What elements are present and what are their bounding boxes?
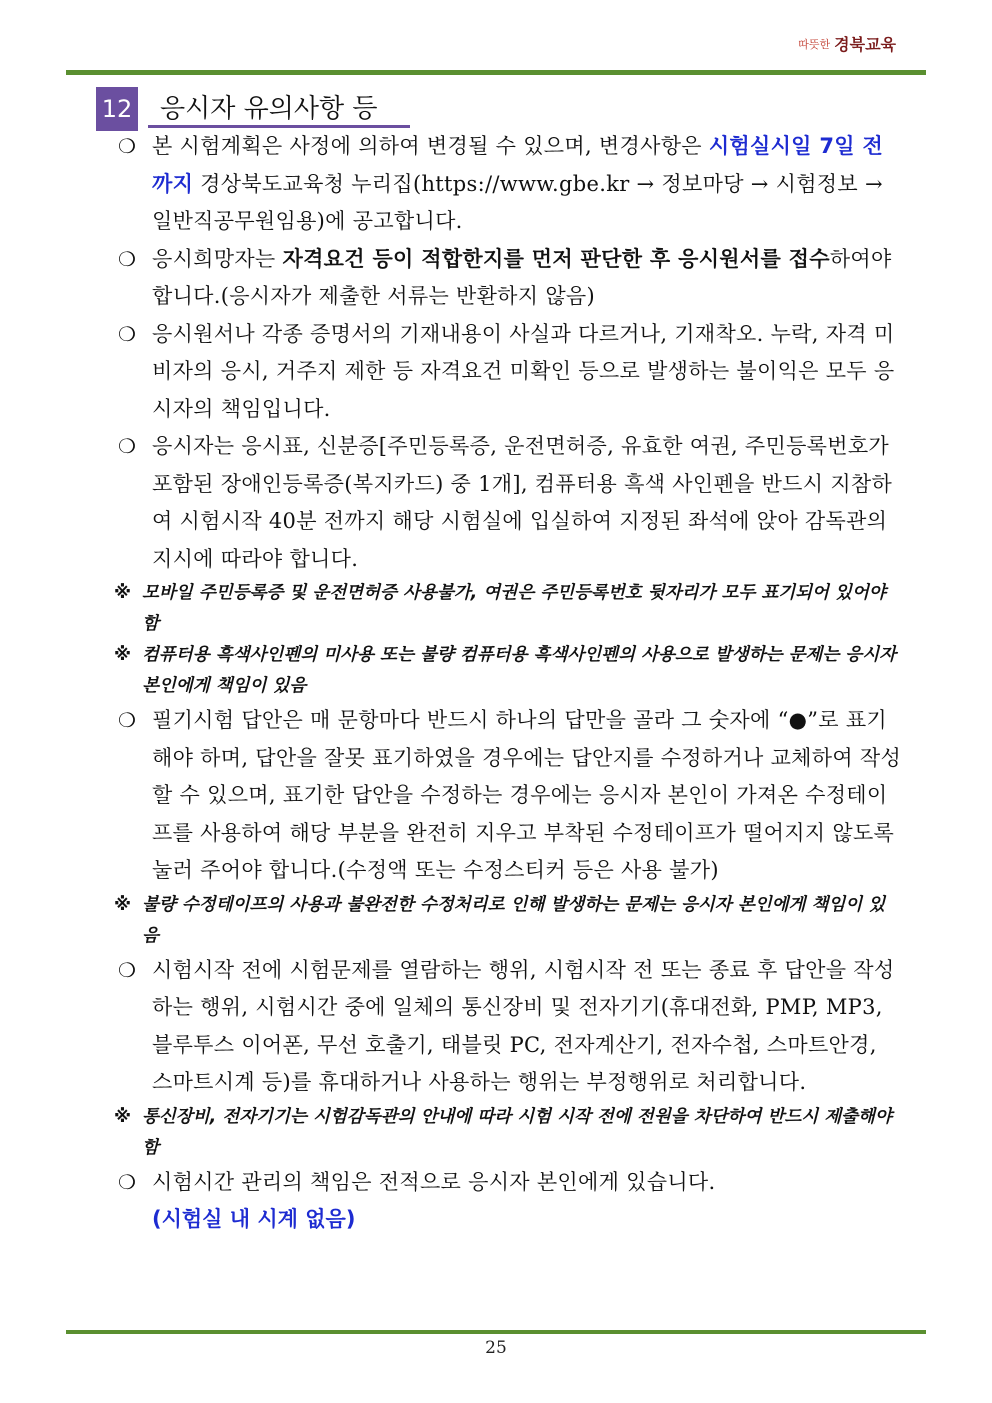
item-text: 응시희망자는	[152, 246, 283, 271]
bottom-divider	[66, 1330, 926, 1334]
item-text: 하여야 합니다.(응시자가 제출한 서류는 반환하지 않음)	[152, 246, 892, 308]
item-emphasis: 자격요건 등이 적합한지를 먼저 판단한 후 응시원서를 접수	[282, 246, 830, 271]
logo-mark: 따뜻한	[798, 37, 831, 51]
reference-mark-icon: ※	[114, 645, 132, 665]
list-item	[112, 428, 902, 578]
list-item	[112, 952, 902, 1102]
section-header	[96, 87, 410, 131]
circle-bullet-icon: ❍	[118, 957, 137, 982]
list-item	[112, 1164, 902, 1202]
note-text: 모바일 주민등록증 및 운전면허증 사용불가, 여권은 주민등록번호 뒷자리가 모두 표기되어 있어야 함	[142, 583, 886, 634]
item-text: 응시원서나 각종 증명서의 기재내용이 사실과 다르거나, 기재착오. 누락, 자격 미비자의 응시, 거주지 제한 등 자격요건 미확인 등으로 발생하는 불이익은 모두 응시자의 책임입니다.	[152, 321, 895, 421]
circle-bullet-icon: ❍	[118, 434, 137, 458]
circle-bullet-icon: ❍	[118, 708, 137, 732]
note-text: 컴퓨터용 흑색사인펜의 미사용 또는 불량 컴퓨터용 흑색사인펜의 사용으로 발생하는 문제는 응시자 본인에게 책임이 있음	[142, 645, 897, 696]
item-emphasis: 시험실시일 7일 전까지	[152, 134, 884, 196]
section-title: 응시자 유의사항 등	[148, 87, 410, 128]
note-text: 통신장비, 전자기기는 시험감독관의 안내에 따라 시험 시작 전에 전원을 차단하여 반드시 제출해야 함	[142, 1106, 892, 1158]
page-number: 25	[485, 1338, 507, 1358]
item-text: 시험시작 전에 시험문제를 열람하는 행위, 시험시작 전 또는 종료 후 답안을 작성하는 행위, 시험시간 중에 일체의 통신장비 및 전자기기(휴대전화, PMP, MP3, 블루투스 이어폰, 무선 호출기, 태블릿 PC, 전자계산기, 전자수첩, 스마트안경, 스마트시계 등)를 휴대하거나 사용하는 행위는 부정행위로 처리합니다.	[152, 957, 895, 1094]
circle-bullet-icon: ❍	[118, 1169, 137, 1194]
note	[112, 890, 902, 952]
item-text: 시험시간 관리의 책임은 전적으로 응시자 본인에게 있습니다.	[152, 1169, 716, 1194]
circle-bullet-icon: ❍	[118, 134, 137, 158]
circle-bullet-icon: ❍	[118, 321, 137, 346]
list-item	[112, 241, 902, 316]
top-divider	[66, 70, 926, 75]
reference-mark-icon: ※	[114, 894, 132, 915]
no-clock-notice: (시험실 내 시계 없음)	[152, 1207, 356, 1231]
circle-bullet-icon: ❍	[118, 246, 137, 271]
item-text: 경상북도교육청 누리집(https://www.gbe.kr → 정보마당 → 시험정보 → 일반직공무원임용)에 공고합니다.	[152, 171, 883, 233]
notice-content	[112, 128, 902, 1238]
reference-mark-icon: ※	[114, 1106, 132, 1127]
reference-mark-icon: ※	[114, 583, 132, 603]
item-text: 응시자는 응시표, 신분증[주민등록증, 운전면허증, 유효한 여권, 주민등록번호가 포함된 장애인등록증(복지카드) 중 1개], 컴퓨터용 흑색 사인펜을 반드시 지참하여 시험시작 40분 전까지 해당 시험실에 입실하여 지정된 좌석에 앉아 감독관의 지시에 따라야 합니다.	[152, 434, 893, 571]
header-logo	[798, 32, 896, 55]
note	[112, 578, 902, 640]
list-item	[112, 316, 902, 429]
item-text: 본 시험계획은 사정에 의하여 변경될 수 있으며, 변경사항은	[152, 134, 709, 158]
list-item	[112, 702, 902, 890]
item-text: 필기시험 답안은 매 문항마다 반드시 하나의 답만을 골라 그 숫자에 “●”로 표기해야 하며, 답안을 잘못 표기하였을 경우에는 답안지를 수정하거나 교체하여 작성할 수 있으며, 표기한 답안을 수정하는 경우에는 응시자 본인이 가져온 수정테이프를 사용하여 해당 부분을 완전히 지우고 부착된 수정테이프가 떨어지지 않도록 눌러 주어야 합니다.(수정액 또는 수정스티커 등은 사용 불가)	[152, 708, 902, 882]
logo-text: 경북교육	[834, 35, 896, 54]
note	[112, 640, 902, 702]
section-number-badge: 12	[96, 87, 138, 131]
list-item	[112, 128, 902, 241]
note-text: 불량 수정테이프의 사용과 불완전한 수정처리로 인해 발생하는 문제는 응시자 본인에게 책임이 있음	[142, 894, 886, 946]
note	[112, 1102, 902, 1164]
